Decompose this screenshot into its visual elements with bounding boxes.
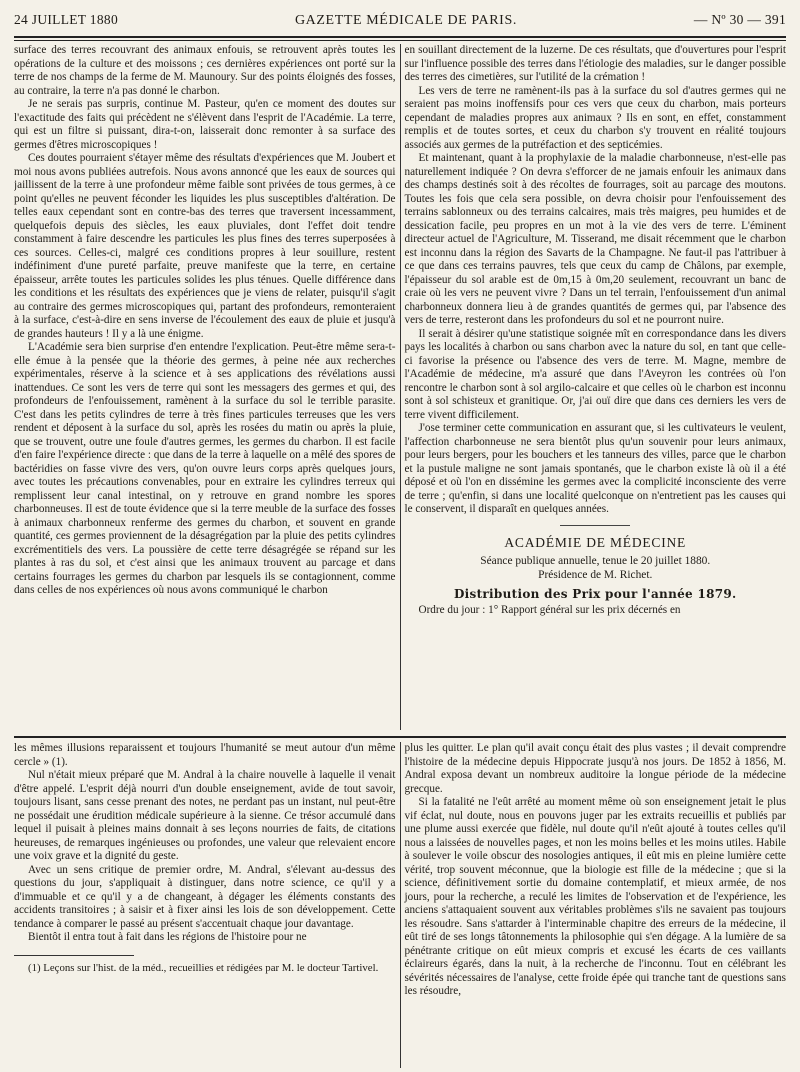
header-title: GAZETTE MÉDICALE DE PARIS. <box>294 13 517 28</box>
column-divider <box>400 44 401 730</box>
lower-columns <box>14 742 786 1068</box>
paragraph: Nul n'était mieux préparé que M. Andral à la chaire nouvelle à laquelle il venait d'être appelé. L'esprit déjà nourri d'un double enseignement, avide de tout savoir, toujours lisant, sans cesse prenant des notes, ne perdant pas un instant, nul peut-être ne possédait une érudition médicale supérieure à la sienne. Ce trésor accumulé dans lequel il puisait à pleines mains donnait à ses leçons nourries de faits, de citations heureuses, de remarques ingénieuses ou profondes, une valeur que relevaient encore une voix grave et la dignité du geste. <box>14 769 396 862</box>
upper-columns <box>14 44 786 730</box>
header-date: 24 JUILLET 1880 <box>14 12 118 27</box>
section-divider <box>560 525 630 526</box>
session-line: Séance publique annuelle, tenue le 20 juillet 1880. <box>480 555 711 567</box>
prize-heading: Distribution des Prix pour l'année 1879. <box>453 587 737 601</box>
paragraph: les mêmes illusions reparaissent et toujours l'humanité se meut autour d'un même cercle » (1). <box>14 742 396 768</box>
section-title: ACADÉMIE DE MÉDECINE <box>504 534 687 550</box>
presidency-line: Présidence de M. Richet. <box>538 568 653 581</box>
paragraph: L'Académie sera bien surprise d'en entendre l'explication. Peut-être même sera-t-elle émue à la pensée que la théorie des germes, à peine née aux recherches expérimentales, réserve à la science et à ses applications des révélations aussi inattendues. Ce sont les vers de terre qui sont les messagers des germes et qui, des profondeurs de l'enfouissement, ramènent à la surface du sol le terrible parasite. C'est dans les petits cylindres de terre à très fines particules terreuses que les vers rendent et déposent à la surface du sol, après les rosées du matin ou après la pluie, que se trouvent, outre une foule d'autres germes, les germes du charbon. Il est facile d'en faire l'expérience directe : que dans de la terre à laquelle on a mêlé des spores de bactéridies on fasse vivre des vers, qu'on ouvre leurs corps après quelques jours, avec toutes les précautions convenables, pour en extraire les cylindres terreux qui remplissent leur canal intestinal, on y retrouve en grand nombre les spores charbonneuses. Il est de toute évidence que si la terre meuble de la surface des fosses à animaux charbonneux renferme des germes du charbon, et souvent en grande quantité, ces germes proviennent de la désagrégation par la pluie des petits cylindres excrémentitiels des vers. La poussière de cette terre désagrégée se répand sur les plantes à ras du sol, et c'est ainsi que les animaux trouvent au parcage et dans certains fourrages les germes du charbon par lesquels ils se contagionnent, comme dans celles de nos expériences où nous avons communiqué le charbon <box>14 341 396 596</box>
paragraph: plus les quitter. Le plan qu'il avait conçu était des plus vastes ; il devait comprendre l'histoire de la médecine depuis Hippocrate jusqu'à nos jours. De 1852 à 1856, M. Andral exposa devant un nombreux auditoire la longue période de la médecine grecque. <box>404 742 786 795</box>
lower-left-column <box>14 742 396 1068</box>
paragraph: surface des terres recouvrant des animaux enfouis, se retrouvent après toutes les opérations de la culture et des moissons ; ces dernières expériences ont porté sur la terre de nos champs de la ferme de M. Maunoury. Sur des points éloignés des fosses, au contraire, la terre n'a pas donné le charbon. <box>14 44 396 97</box>
upper-right-column <box>405 44 787 730</box>
lower-right-column <box>405 742 787 1068</box>
agenda-line: Ordre du jour : 1° Rapport général sur les prix décernés en <box>418 603 681 616</box>
footnote-rule <box>14 955 134 956</box>
paragraph: Les vers de terre ne ramènent-ils pas à la surface du sol d'autres germes qui ne seraient pas moins inoffensifs pour ces vers que ceux du charbon, mais porteurs cependant de maladies propres aux animaux ? Ils en sont, en effet, constamment remplis et de toutes sortes, et ceux du charbon s'y trouvent en réalité toujours associés aux germes de la putréfaction et des septicémies. <box>404 84 786 151</box>
page-header <box>14 12 786 32</box>
paragraph: Il serait à désirer qu'une statistique soignée mît en correspondance dans les divers pays les localités à charbon ou sans charbon avec la nature du sol, en tant que celle-ci favorise la présence ou l'absence des vers de terre. M. Magne, membre de l'Académie de médecine, m'a assuré que dans l'Aveyron les contrées où l'on rencontre le charbon sont à sol argilo-calcaire et que celles où le charbon est inconnu sont à sol schisteux et granitique. Or, j'ai ouï dire que dans ces derniers les vers de terre vivent difficilement. <box>404 327 786 421</box>
paragraph: Avec un sens critique de premier ordre, M. Andral, s'élevant au-dessus des questions du jour, s'appliquait à distinguer, dans notre science, ce qu'il y a d'immuable et ce qu'il y a de changeant, à dégager les éléments constants des accidents transitoires ; à saisir et à fixer ainsi les lois de son développement. Cette tendance à comparer le passé au présent s'accentuait chaque jour davantage. <box>14 863 396 930</box>
paragraph: Ces doutes pourraient s'étayer même des résultats d'expériences que M. Joubert et moi nous avons publiées autrefois. Nous avons annoncé que les eaux de sources qui jaillissent de la terre à une profondeur même faible sont privées de tous germes, à ce point qu'elles ne peuvent féconder les liquides les plus susceptibles d'altération. De telles eaux cependant sont en contre-bas des terres que traversent incessamment, quelquefois depuis des siècles, les eaux pluviales, dont l'effet doit tendre constamment à faire descendre les particules les plus fines des terres superposées à ces sources. Celles-ci, malgré ces conditions propres à leur souillure, restent indéfiniment d'une pureté parfaite, preuve manifeste que la terre, en certaine épaisseur, arrête toutes les particules solides les plus ténues. Quelle différence dans les conditions et les résultats des expériences que je viens de relater, puisqu'il s'agit au contraire des germes microscopiques qui, partant des profondeurs, remonteraient à la surface, c'est-à-dire en sens inverse de l'écoulement des eaux de pluie et jusqu'à de grandes hauteurs ! Il y a là une énigme. <box>14 152 396 340</box>
paragraph: Si la fatalité ne l'eût arrêté au moment même où son enseignement jetait le plus vif éclat, nul doute, nous en pouvons juger par les extraits recueillis et publiés par une plume aussi exercée que fidèle, nul doute qu'il n'eût ajouté à toutes celles qu'il nous a laissées de nouvelles pages, et non les moins belles et les moins utiles. Habile à soulever le voile obscur des nosologies antiques, il eût mis en pleine lumière cette vérité, trop souvent méconnue, que la biologie est fille de la médecine ; que si la science, définitivement sortie du domaine contemplatif, et mieux armée, de nos jours, pour la recherche, a reculé les limites de l'observation et de l'expérience, les anciens s'attaquaient souvent aux véritables problèmes s'ils ne savaient pas toujours les résoudre. Sans s'attarder à l'interminable chapitre des erreurs de la médecine, il eût tiré de ses longs tâtonnements la philosophie qui s'en dégage. A la lumière de sa pénétrante critique on eût mieux compris et excusé les écarts de ces vaillants éclaireurs égarés, dans la nuit, à la recherche de l'inconnu. Tout en célébrant les sévérités nécessaires de l'analyse, cette froide épée qui tranche tant de questions sans les résoudre, <box>404 796 786 997</box>
header-page-number: — Nº 30 — 391 <box>693 12 786 27</box>
upper-left-column <box>14 44 396 730</box>
newspaper-page <box>14 12 786 1062</box>
footnote: (1) Leçons sur l'hist. de la méd., recueillies et rédigées par M. le docteur Tartivel. <box>28 961 379 974</box>
paragraph: en souillant directement de la luzerne. De ces résultats, que d'ouvertures pour l'esprit sur l'influence possible des terres dans l'étiologie des maladies, sur le danger possible des terres des cimetières, sur l'utilité de la crémation ! <box>404 44 786 83</box>
paragraph: Je ne serais pas surpris, continue M. Pasteur, qu'en ce moment des doutes sur l'exactitude des faits qui précèdent ne s'élèvent dans l'esprit de l'Académie. La terre, qui est un filtre si puissant, dira-t-on, laisserait donc remonter à sa surface des germes d'êtres microscopiques ! <box>14 98 396 151</box>
paragraph: Et maintenant, quant à la prophylaxie de la maladie charbonneuse, n'est-elle pas naturellement indiquée ? On devra s'efforcer de ne jamais enfouir les animaux dans des champs destinés soit à des récoltes de fourrages, soit au parcage des moutons. Toutes les fois que cela sera possible, on devra choisir pour l'enfouissement des terrains sablonneux ou des terrains calcaires, mais très maigres, peu humides et de dessication facile, peu propres en un mot à la vie des vers de terre. L'éminent directeur actuel de l'Agriculture, M. Tisserand, me disait récemment que le charbon est inconnu dans la région des Savarts de la Champagne. Ne faut-il pas l'attribuer à ce que dans ces terrains pauvres, tels que ceux du camp de Châlons, par exemple, l'épaisseur du sol arable est de 0m,15 à 0m,20 seulement, recouvrant un banc de craie où les vers ne peuvent vivre ? Dans un tel terrain, l'enfouissement d'un animal charbonneux donnera lieu à de grandes quantités de germes qui, par l'absence des vers de terre, resteront dans les profondeurs du sol et ne pourront nuire. <box>404 152 786 326</box>
paragraph: J'ose terminer cette communication en assurant que, si les cultivateurs le veulent, l'affection charbonneuse ne sera bientôt plus qu'un souvenir pour leurs animaux, pour leurs bergers, pour les bouchers et les tanneurs des villes, parce que le charbon et la pustule maligne ne sont jamais spontanés, que le charbon existe là où il a été déposé et où l'on en dissémine les germes avec la complicité inconsciente des verre de terre ; qu'enfin, si dans une localité quelconque on n'entretient pas les causes qui le conservent, il disparaît en quelques années. <box>404 422 786 515</box>
column-divider <box>400 742 401 1068</box>
paragraph: Bientôt il entra tout à fait dans les régions de l'histoire pour ne <box>28 931 307 943</box>
middle-rule <box>14 736 786 738</box>
header-rule <box>14 36 786 41</box>
